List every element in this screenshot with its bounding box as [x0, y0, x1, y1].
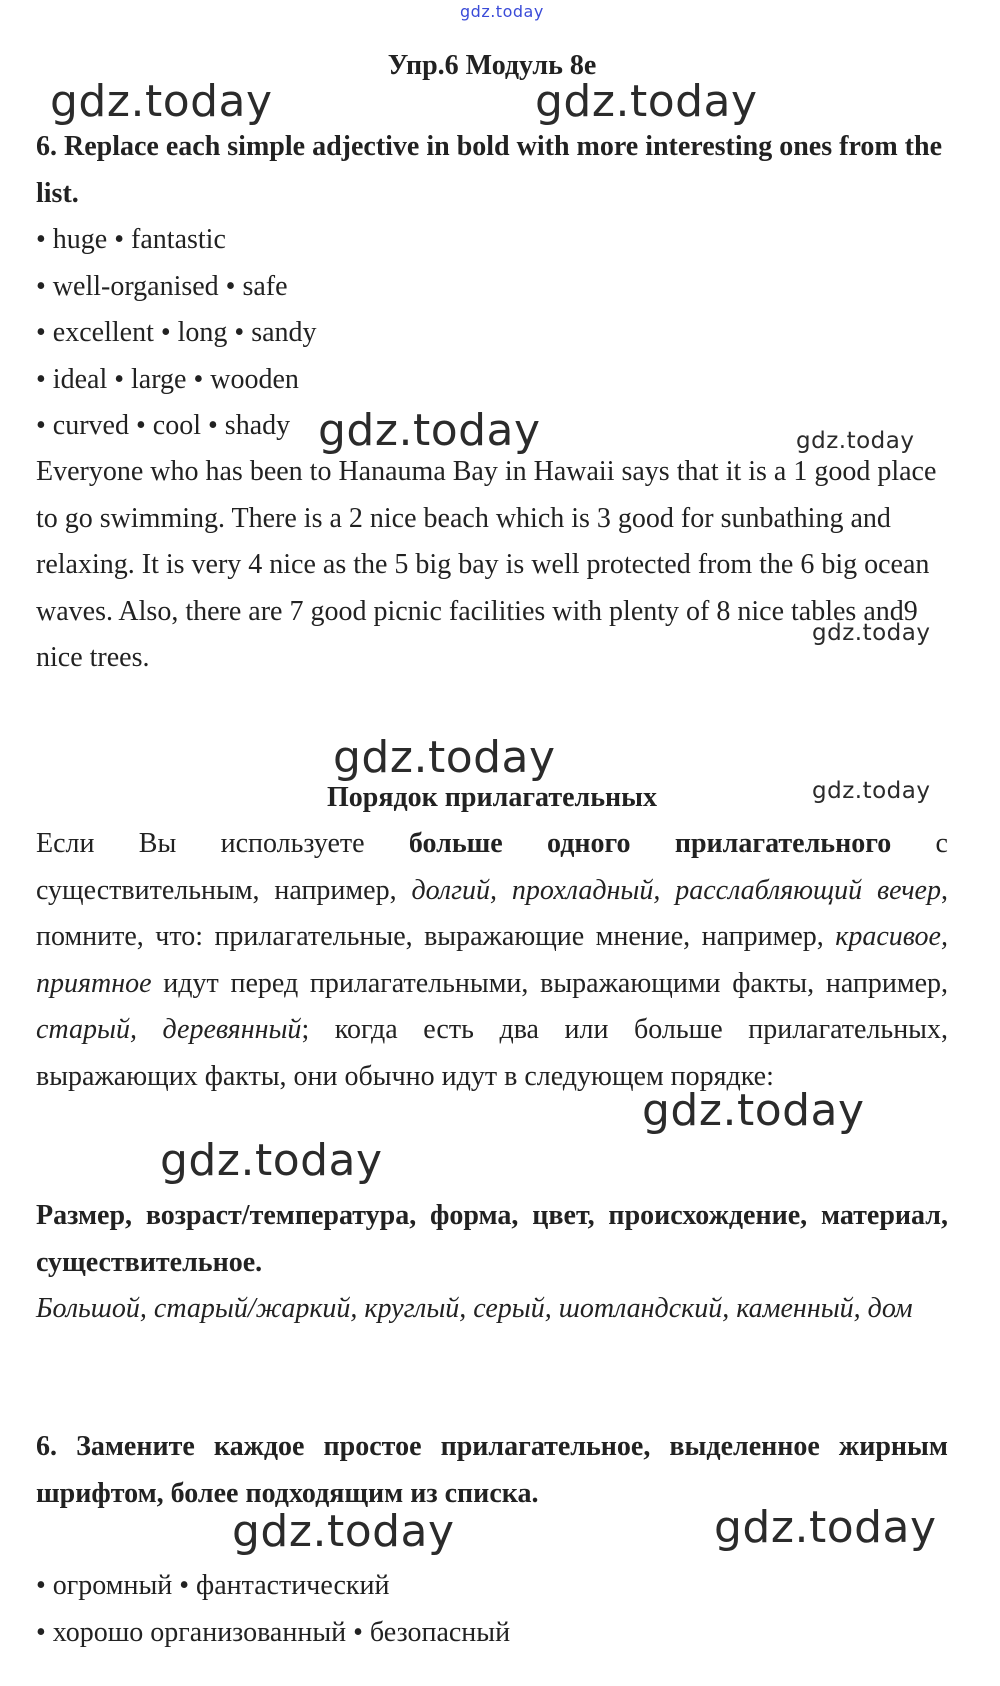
list-item: • huge • fantastic [36, 224, 226, 255]
watermark: gdz.today [642, 1085, 865, 1136]
watermark: gdz.today [333, 732, 556, 783]
rule-heading: Порядок прилагательных [326, 782, 658, 813]
paragraph-en: Everyone who has been to Hanauma Bay in Hawaii says that it is a 1 good place to go swimming. There is a 2 nice beach which is 3 good for sunbathing and relaxing. It is very 4 nice as the 5 big bay is well protected from the 6 big ocean waves. Also, there are 7 good picnic facilities with plenty of 8 nice tables and9 nice trees. [36, 456, 937, 673]
list-item: • well-organised • safe [36, 270, 288, 302]
watermark: gdz.today [50, 76, 273, 127]
adjective-example: Большой, старый/жаркий, круглый, серый, шотландский, каменный, дом [36, 1293, 913, 1324]
rule-text-italic: долгий, прохладный, расслабляющий вечер [411, 874, 941, 906]
document-page [36, 0, 948, 1686]
watermark: gdz.today [812, 620, 931, 646]
list-item: • огромный • фантастический [36, 1570, 390, 1601]
watermark: gdz.today [232, 1506, 455, 1557]
rule-text-part: идут перед прилагательными, выражающими факты, например, [151, 967, 948, 999]
rule-text-part: ; когда есть два или больше прилагательных, выражающих факты, они обычно идут в следующем порядке: [36, 1014, 948, 1092]
word-list-en [36, 217, 948, 450]
watermark: gdz.today [714, 1502, 937, 1553]
rule-text-bold: больше одного прилагательного [408, 828, 892, 859]
rule-text-italic: красивое, приятное [36, 921, 948, 999]
rule-text [36, 821, 948, 1100]
watermark: gdz.today [535, 76, 758, 127]
rule-text-part: , помните, что: прилагательные, выражающие мнение, например, [36, 874, 948, 952]
rule-text-part: с существительным, например, [36, 828, 948, 906]
list-item: • хорошо организованный • безопасный [36, 1616, 511, 1648]
list-item: • excellent • long • sandy [36, 317, 317, 348]
task-ru: 6. Замените каждое простое прилагательное, выделенное жирным шрифтом, более подходящим из списка. [36, 1431, 948, 1509]
watermark: gdz.today [796, 428, 915, 454]
watermark: gdz.today [318, 405, 541, 456]
list-item: • curved • cool • shady [36, 410, 291, 441]
watermark-top: gdz.today [460, 2, 544, 21]
watermark: gdz.today [812, 778, 931, 804]
watermark: gdz.today [160, 1135, 383, 1186]
word-list-ru [36, 1563, 948, 1656]
rule-text-italic: старый, деревянный [36, 1014, 302, 1045]
page-title: Упр.6 Модуль 8е [387, 50, 597, 81]
rule-text-part: Если Вы используете [36, 828, 409, 859]
task-en: 6. Replace each simple adjective in bold with more interesting ones from the list. [36, 131, 943, 209]
list-item: • ideal • large • wooden [36, 363, 299, 395]
adjective-order: Размер, возраст/температура, форма, цвет, происхождение, материал, существительное. [36, 1200, 948, 1278]
